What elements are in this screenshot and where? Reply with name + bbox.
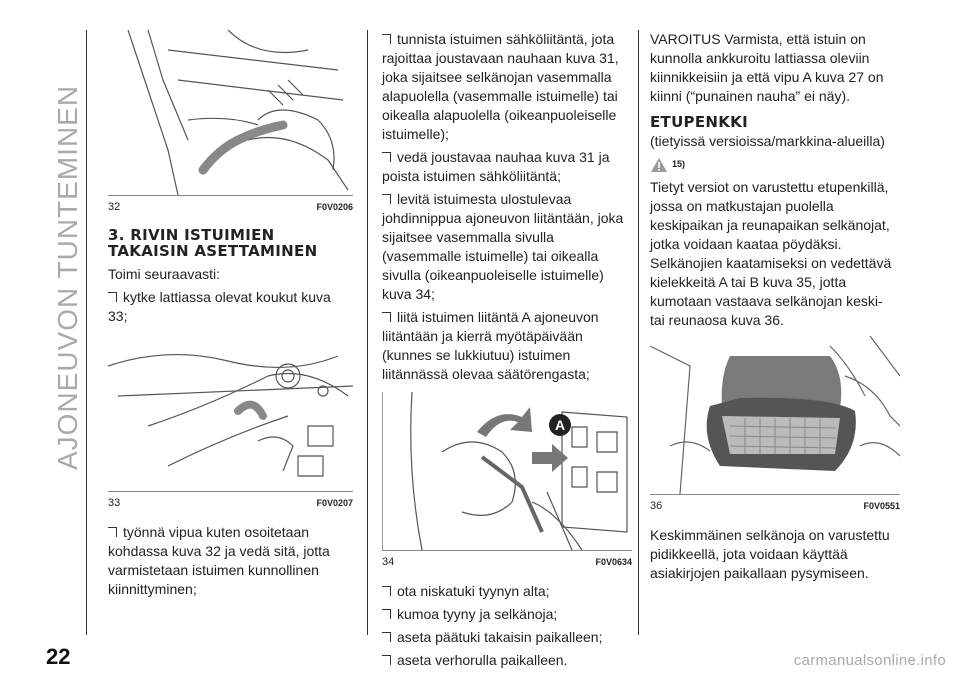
column-1 [108, 30, 353, 603]
page-number: 22 [46, 644, 71, 669]
left-rule [86, 30, 87, 635]
figure-32-caption [108, 198, 353, 217]
body-paragraph: Tietyt versiot on varustettu etupenkillä, jossa on matkustajan puolella keskipaikan ja reunapaikan selkänojat, jotka voidaan kaataa pöydäksi. Selkänojien kaatamiseksi on vedettävä kielekkeitä A tai B kuva 35, jotta kumotaan vastaava selkänojan keski- tai reunaosa kuva 36. [650, 179, 892, 328]
footer-watermark[interactable]: carmanualsonline.info [793, 652, 946, 669]
column-3 [650, 30, 900, 587]
figure-number: 34 [382, 556, 395, 568]
list-item: aseta päätuki takaisin paikalleen; [382, 628, 632, 647]
figure-32 [108, 30, 353, 196]
checkbox-bullet-icon [382, 632, 391, 642]
section-subheading: (tietyissä versioissa/markkina-alueilla) [650, 133, 885, 149]
figure-36-caption [650, 497, 900, 516]
figure-code: F0V0206 [316, 202, 353, 212]
list-item: tunnista istuimen sähköliitäntä, jota rajoittaa joustavaan nauhaan kuva 31, joka sijaitsee selkänojan vasemmalla alapuolella (vasemmalle istuimelle) tai oikealla alapuolella (oikeanpuoleiselle istuimelle); [382, 31, 619, 142]
column-2 [382, 30, 632, 674]
section-heading: 3. RIVIN ISTUIMIEN TAKAISIN ASETTAMINEN [108, 226, 318, 260]
figure-34 [382, 392, 632, 551]
checkbox-bullet-icon [382, 312, 391, 322]
seat-lever-illustration [108, 30, 353, 195]
warning-triangle-icon [650, 157, 668, 173]
intro-text: Toimi seuraavasti: [108, 266, 221, 282]
figure-34-caption [382, 553, 632, 572]
warning-reference: 15) [650, 155, 900, 174]
checkbox-bullet-icon [382, 34, 391, 44]
figure-number: 36 [650, 500, 663, 512]
list-item: liitä istuimen liitäntä A ajoneuvon liitäntään ja kierrä myötäpäivään (kunnes se lukkiutuu) istuimen liitännässä olevaa säätörengasta; [382, 309, 599, 382]
list-item: vedä joustavaa nauhaa kuva 31 ja poista istuimen sähköliitäntä; [382, 149, 610, 184]
floor-hook-illustration [108, 336, 353, 491]
checkbox-bullet-icon [382, 586, 391, 596]
checkbox-bullet-icon [382, 194, 391, 204]
checkbox-bullet-icon [382, 609, 391, 619]
list-item: kytke lattiassa olevat koukut kuva 33; [108, 289, 331, 324]
body-paragraph: Keskimmäinen selkänoja on varustettu pidikkeellä, jota voidaan käyttää asiakirjojen paikallaan pysymiseen. [650, 527, 890, 581]
side-section-title: AJONEUVON TUNTEMINEN [52, 84, 83, 470]
figure-code: F0V0207 [316, 498, 353, 508]
section-heading: ETUPENKKI [650, 113, 748, 131]
figure-36 [650, 336, 900, 495]
checkbox-bullet-icon [108, 292, 117, 302]
figure-code: F0V0634 [595, 557, 632, 567]
column-separator [638, 30, 639, 635]
list-item: kumoa tyyny ja selkänoja; [382, 605, 632, 624]
column-separator [367, 30, 368, 635]
figure-33 [108, 336, 353, 492]
checkbox-bullet-icon [382, 152, 391, 162]
warning-paragraph: VAROITUS Varmista, että istuin on kunnolla ankkuroitu lattiassa oleviin kiinnikkeisiin ja että vipu A kuva 27 on kiinni (“punainen nauha” ei näy). [650, 31, 884, 104]
figure-number: 33 [108, 497, 121, 509]
front-bench-illustration [650, 336, 900, 494]
figure-33-caption [108, 494, 353, 513]
connector-illustration [382, 392, 632, 550]
figure-number: 32 [108, 201, 121, 213]
checkbox-bullet-icon [382, 655, 391, 665]
list-item: aseta verhorulla paikalleen. [382, 651, 632, 670]
list-item: levitä istuimesta ulostulevaa johdinnippua ajoneuvon liitäntään, joka sijaitsee vasemmalla sivulla (vasemmalle istuimelle) tai oikealla sivulla (oikeanpuoleiselle istuimelle) kuva 34; [382, 191, 624, 302]
checkbox-bullet-icon [108, 527, 117, 537]
figure-code: F0V0551 [863, 501, 900, 511]
list-item: ota niskatuki tyynyn alta; [382, 582, 632, 601]
label-a: A [554, 417, 566, 433]
list-item: työnnä vipua kuten osoitetaan kohdassa kuva 32 ja vedä sitä, jotta varmistetaan istuimen kunnollinen kiinnittyminen; [108, 524, 330, 597]
